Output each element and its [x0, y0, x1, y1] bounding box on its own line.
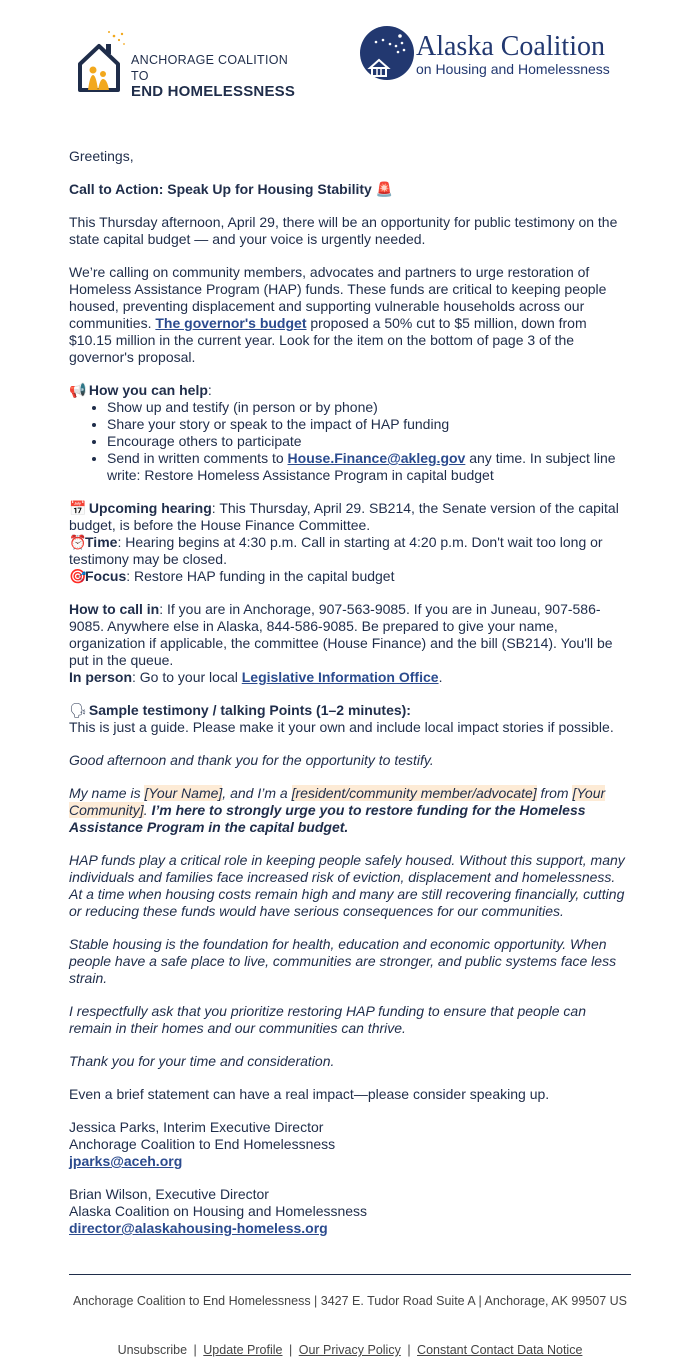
footer-divider [69, 1274, 631, 1275]
greeting: Greetings, [69, 148, 134, 164]
in-person-label: In person [69, 669, 133, 685]
your-name-placeholder: [Your Name] [144, 785, 223, 801]
testimony-p3: HAP funds play a critical role in keeping people safely housed. Without this support, many individuals and families face increased risk of eviction, displacement and homelessness. At a time when housing costs remain high and many are still recovering financially, cutting or reducing these funds would have serious consequences for our communities. [69, 852, 625, 919]
separator: | [288, 1343, 293, 1357]
footer-address: Anchorage Coalition to End Homelessness | 3427 E. Tudor Road Suite A | Anchorage, AK 99507 US [72, 1294, 628, 1308]
sample-heading-block [69, 702, 631, 736]
p2-text-c: from [536, 785, 573, 801]
in-person-text: : Go to your local [132, 669, 242, 685]
alarm-clock-icon: ⏰ [69, 534, 87, 550]
focus-label: Focus [85, 568, 127, 584]
big-dipper-house-icon [360, 26, 414, 80]
hap-text-a: We’re calling on community members, advocates and partners to urge restoration of Homeless Assistance Program (HAP) funds. These funds are critical to keeping people housed, preventing displacement and supporting vulnerable households across our communities. [69, 264, 607, 331]
hearing-label: Upcoming hearing [88, 500, 212, 516]
community-placeholder: [Your Community] [69, 785, 606, 818]
sig2-org: Alaska Coalition on Housing and Homelessness [69, 1203, 368, 1219]
item4-text-a: Send in written comments to [107, 450, 288, 466]
p2-text-a: My name is [69, 785, 145, 801]
akch-logo[interactable] [358, 24, 648, 84]
target-icon: 🎯 [69, 568, 87, 584]
list-item [107, 450, 631, 484]
sample-guide: This is just a guide. Please make it your own and include local impact stories if possible. [69, 719, 614, 735]
cta-title-text: Call to Action: Speak Up for Housing Stability [69, 181, 372, 197]
focus-text: : Restore HAP funding in the capital budget [126, 568, 395, 584]
list-item: • Show up and testify (in person or by phone) [107, 399, 631, 416]
p2-bold-text: I’m here to strongly urge you to restore funding for the Homeless Assistance Program in the capital budget. [69, 802, 586, 835]
item4-text-b: any time. In subject line write: Restore Homeless Assistance Program in capital budget [107, 450, 616, 483]
closing-paragraph: Even a brief statement can have a real impact—please consider speaking up. [69, 1086, 550, 1102]
siren-icon: 🚨 [375, 181, 394, 197]
hearing-section [69, 500, 631, 585]
separator: | [193, 1343, 197, 1357]
testimony-p2 [69, 785, 631, 836]
aceh-logo[interactable] [76, 30, 306, 100]
governors-budget-link[interactable]: The governor's budget [155, 315, 307, 331]
testimony-p1: Good afternoon and thank you for the opportunity to testify. [69, 752, 434, 768]
email-body [69, 148, 631, 1253]
help-section [69, 382, 631, 484]
update-profile-link[interactable]: Update Profile [203, 1343, 283, 1357]
call-in-section [69, 601, 631, 686]
time-label: Time [85, 534, 118, 550]
aceh-logo-line2: END HOMELESSNESS [131, 83, 296, 100]
hearing-text: : This Thursday, April 29. SB214, the Senate version of the capital budget, is before the House Finance Committee. [69, 500, 619, 533]
sig2-email-link[interactable]: director@alaskahousing-homeless.org [69, 1220, 328, 1236]
time-text: : Hearing begins at 4:30 p.m. Call in starting at 4:20 p.m. Don't wait too long or testimony may be closed. [69, 534, 603, 567]
list-item: • Encourage others to participate [107, 433, 631, 450]
sig2-name: Brian Wilson, Executive Director [69, 1186, 269, 1202]
footer-links [69, 1343, 631, 1357]
hap-text-b: proposed a 50% cut to $5 million, down from $10.15 million in the current year. Look for the item on the bottom of page 3 of the governor's proposal. [69, 315, 587, 365]
in-person-end: . [438, 669, 443, 685]
role-placeholder: [resident/community member/advocate] [291, 785, 537, 801]
intro-paragraph: This Thursday afternoon, April 29, there will be an opportunity for public testimony on the state capital budget — and your voice is urgently needed. [69, 214, 618, 247]
data-notice-link[interactable]: Constant Contact Data Notice [417, 1343, 583, 1357]
akch-logo-name: Alaska Coalition [416, 31, 605, 62]
house-finance-email-link[interactable]: House.Finance@akleg.gov [287, 450, 466, 466]
testimony-p4: Stable housing is the foundation for health, education and economic opportunity. When people have a safe place to live, communities are stronger, and public systems face less strain. [69, 936, 617, 986]
testimony-p5: I respectfully ask that you prioritize restoring HAP funding to ensure that people can remain in their homes and our communities can thrive. [69, 1003, 586, 1036]
aceh-logo-text [131, 52, 306, 100]
email-header [0, 0, 700, 120]
megaphone-icon: 📢 [69, 382, 87, 398]
help-title: How you can help [88, 382, 208, 398]
calendar-icon: 📅 [69, 500, 87, 516]
p2-text-b: , and I’m a [222, 785, 292, 801]
help-colon: : [207, 382, 212, 398]
unsubscribe-link[interactable]: Unsubscribe [117, 1343, 188, 1357]
testimony-p6: Thank you for your time and consideration. [69, 1053, 335, 1069]
signature-1 [69, 1119, 631, 1170]
call-label: How to call in [69, 601, 160, 617]
akch-logo-subtitle: on Housing and Homelessness [416, 61, 610, 77]
speaking-head-icon: 🗣 [69, 702, 87, 718]
hap-paragraph [69, 264, 631, 366]
separator: | [407, 1343, 411, 1357]
help-heading [69, 382, 631, 399]
cta-title [69, 181, 631, 198]
sig1-org: Anchorage Coalition to End Homelessness [69, 1136, 336, 1152]
house-family-icon [76, 30, 126, 96]
p2-text-d: . [143, 802, 152, 818]
sig1-name: Jessica Parks, Interim Executive Director [69, 1119, 324, 1135]
call-text: : If you are in Anchorage, 907-563-9085. If you are in Juneau, 907-586-9085. Anywhere else in Alaska, 844-586-9085. Be prepared to give your name, organization if applicable, the committee (House Finance) and the bill (SB214). You'll be put in the queue. [69, 601, 613, 668]
signature-2 [69, 1186, 631, 1237]
privacy-policy-link[interactable]: Our Privacy Policy [298, 1343, 401, 1357]
lio-link[interactable]: Legislative Information Office [241, 669, 439, 685]
help-list [69, 399, 631, 484]
list-item: • Share your story or speak to the impact of HAP funding [107, 416, 631, 433]
sig1-email-link[interactable]: jparks@aceh.org [69, 1153, 183, 1169]
aceh-logo-line1: ANCHORAGE COALITION TO [131, 53, 289, 83]
sample-title: Sample testimony / talking Points (1–2 minutes): [88, 702, 411, 718]
